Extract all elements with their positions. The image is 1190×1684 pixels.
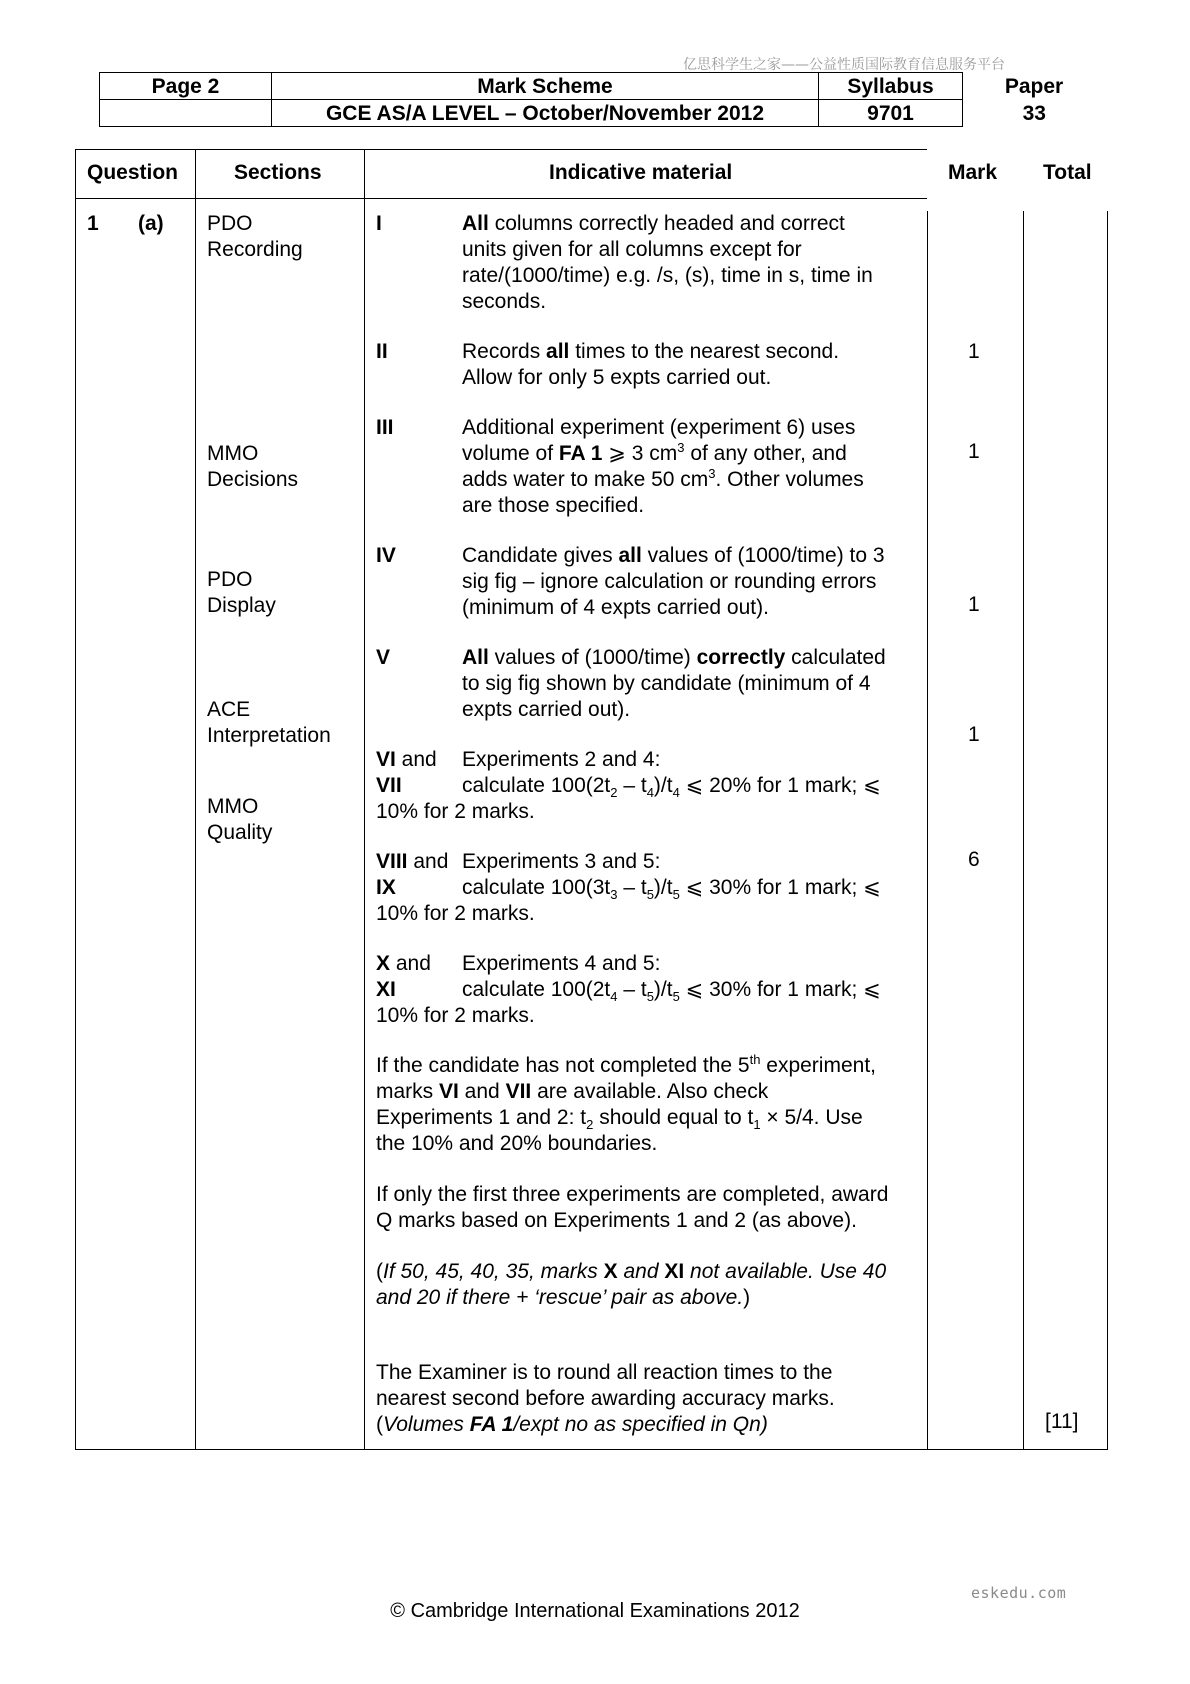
header-empty-cell [100,100,272,127]
paper-label: Paper [1004,74,1064,98]
column-indicative: Indicative material [549,161,733,184]
mark-value: 1 [968,340,980,363]
copyright-footer: © Cambridge International Examinations 2012 [390,1600,800,1622]
total-value: [11] [1045,1410,1079,1433]
watermark-top: 亿思科学生之家——公益性质国际教育信息服务平台 [683,57,1005,73]
mark-value: 1 [968,723,980,746]
mark-value: 1 [968,440,980,463]
question-part: (a) [138,212,164,235]
mark-table: Question Sections Indicative material Mark Total 1 (a) PDO Recording MMO Decisions PDO Display ACE Interpretation MMO Quality 1 1 1 1 6 [11] I All columns correctly headed and correct units given for all columns except for rate/(1000/time) e.g. /s, (s), time in s, time in seconds. II Records all times to the nearest second. Allow for only 5 expts carried out. III Additional experiment (experiment 6) uses volume of FA 1 ⩾ 3 $cm^3$ of any other, and adds water to make 50 $cm^3$. Other volumes are those specified. IV Candidate gives all values of (1000/time) to 3 sig fig – ignore calculation or rounding errors (minimum of 4 expts carried out). V All values of (1000/time) correctly calculated to sig fig shown by candidate (minimum of 4 expts carried out). VI and VII Experiments 2 and 4: calculate $100(2t_2 - t_4)/t_4$ ⩽ 20% for 1 mark; ⩽ 10% for 2 marks. VIII and IX Experiments 3 and 5: calculate $100(3t_3 - t_5)/t_5$ ⩽ 30% for 1 mark; ⩽ 10% for 2 marks. X and XI Experiments 4 and 5: calculate $100(2t_4 - t_5)/t_5$ ⩽ 30% for 1 mark; ⩽ 10% for 2 marks. If the candidate has not completed the 5th experiment, marks VI and VII are available. Also check Experiments 1 and 2: $t_2$ should equal to $t_1 \times 5/4$. Use the 10% and 20% boundaries. If only the first three experiments are completed, award Q marks based on Experiments 1 and 2 (as above). (If 50, 45, 40, 35, marks X and XI not available. Use 40 and 20 if there + ‘rescue’ pair as above.) The Examiner is to round all reaction times to the nearest second before awarding accuracy marks. (Volumes FA 1/expt no as specified in Qn) [75,149,1108,1449]
watermark-bottom: eskedu.com [971,1584,1067,1602]
syllabus-label: Syllabus [819,73,963,100]
mark-value: 6 [968,848,980,871]
paper-number: 33 [1022,101,1046,125]
column-total: Total [1043,161,1092,184]
column-question: Question [87,161,179,184]
syllabus-code: 9701 [819,100,963,127]
column-sections: Sections [234,161,322,184]
page-label: Page 2 [100,73,272,100]
mark-value: 1 [968,593,980,616]
exam-subtitle: GCE AS/A LEVEL – October/November 2012 [272,100,819,127]
question-number: 1 [87,212,99,235]
column-mark: Mark [948,161,998,184]
mark-scheme-title: Mark Scheme [272,73,819,100]
header-table [99,72,1106,127]
